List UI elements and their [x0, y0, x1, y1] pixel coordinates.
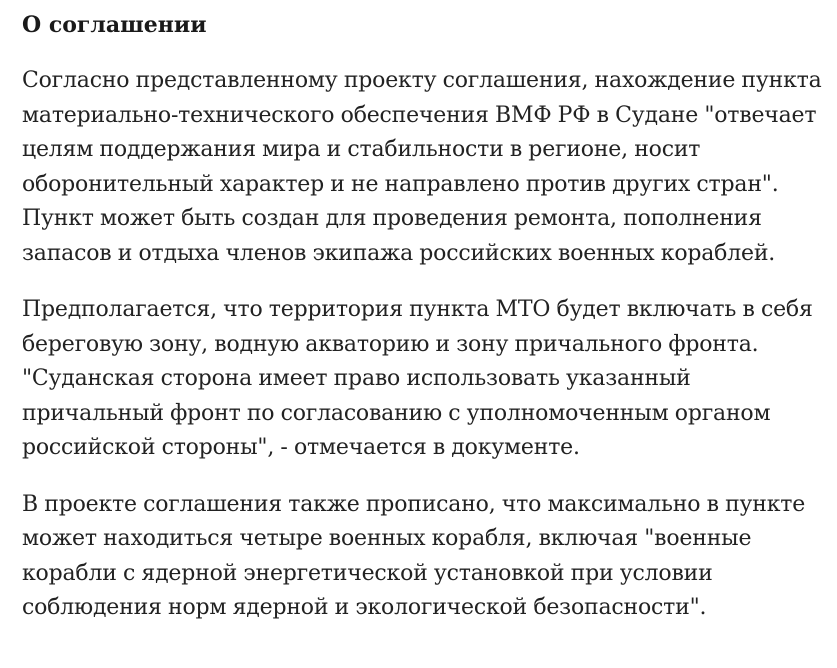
paragraph-line: корабли с ядерной энергетической установкой при условии [22, 560, 713, 586]
section-heading: О соглашении [22, 12, 207, 38]
paragraph-1 [22, 64, 827, 271]
paragraph-line: целям поддержания мира и стабильности в регионе, носит [22, 137, 701, 162]
paragraph-line: запасов и отдыха членов экипажа российских военных кораблей. [22, 240, 776, 266]
paragraph-line: "Суданская сторона имеет право использовать указанный [22, 366, 691, 391]
paragraph-line: причальный фронт по согласованию с уполномоченным органом [22, 400, 771, 426]
paragraph-3 [22, 488, 827, 626]
paragraph-line: соблюдения норм ядерной и экологической безопасности". [22, 595, 707, 620]
article [22, 8, 827, 648]
paragraph-line: В проекте соглашения также прописано, что максимально в пункте [22, 491, 806, 517]
paragraph-line: Предполагается, что территория пункта МТО будет включать в себя [22, 297, 813, 322]
paragraph-line: Пункт может быть создан для проведения ремонта, пополнения [22, 206, 762, 231]
paragraph-line: может находиться четыре военных корабля, включая "военные [22, 526, 752, 551]
paragraph-line: российской стороны", - отмечается в документе. [22, 435, 580, 460]
paragraph-line: оборонительный характер и не направлено против других стран". [22, 171, 779, 197]
paragraph-line: береговую зону, водную акваторию и зону причального фронта. [22, 331, 759, 357]
paragraph-line: материально-технического обеспечения ВМФ РФ в Судане "отвечает [22, 102, 817, 128]
paragraph-line: Согласно представленному проекту соглашения, нахождение пункта [22, 68, 822, 93]
paragraph-2 [22, 293, 827, 466]
